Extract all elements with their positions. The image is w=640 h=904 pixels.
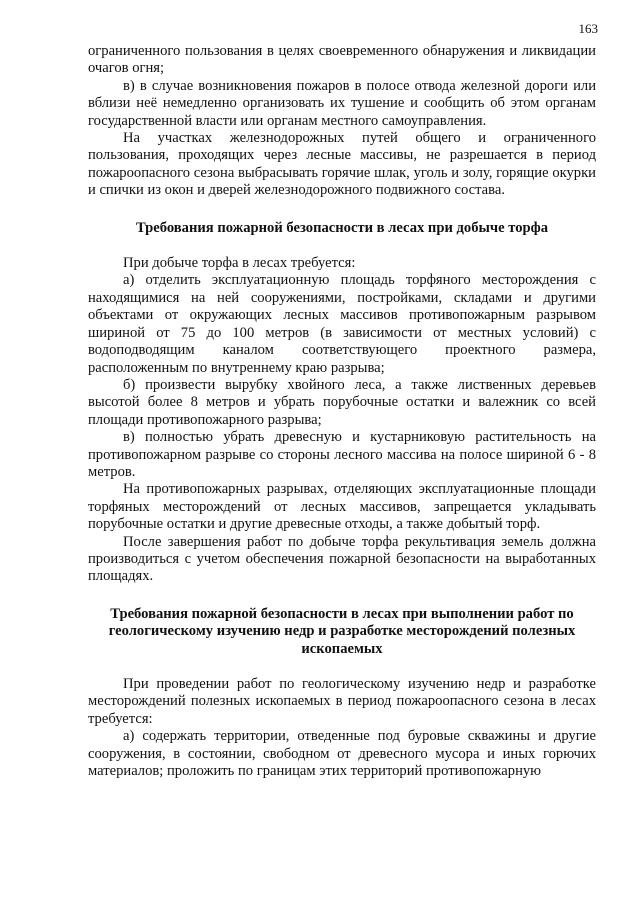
paragraph: б) произвести вырубку хвойного леса, а также лиственных деревьев высотой более 8 метров и убрать порубочные остатки и валежник со всей площади противопожарного разрыва; [88,376,596,428]
page-number: 163 [578,21,598,36]
paragraph: На участках железнодорожных путей общего и ограниченного пользования, проходящих через лесные массивы, не разрешается в период пожароопасного сезона выбрасывать горячие шлак, уголь и золу, горящие окурки и спички из окон и дверей железнодорожного подвижного состава. [88,130,596,199]
spacer [88,237,596,255]
spacer [88,658,596,676]
section-heading-peat: Требования пожарной безопасности в лесах при добыче торфа [135,219,549,236]
paragraph: После завершения работ по добыче торфа рекультивация земель должна производиться с учетом обеспечения пожарной безопасности на выработанных площадях. [88,533,596,585]
paragraph: ограниченного пользования в целях своевременного обнаружения и ликвидации очагов огня; [88,43,596,77]
spacer [88,586,596,606]
paragraph: в) в случае возникновения пожаров в полосе отвода железной дороги или вблизи неё немедленно организовать их тушение и сообщить об этом органам государственной власти или органам местного самоуправления. [88,77,596,129]
paragraph: а) содержать территории, отведенные под буровые скважины и другие сооружения, в состоянии, свободном от древесного мусора и иных горючих материалов; проложить по границам этих территорий противопожарную [88,728,596,780]
paragraph: в) полностью убрать древесную и кустарниковую растительность на противопожарном разрыве со стороны лесного массива на полосе шириной 6 - 8 метров. [88,429,596,480]
paragraph: а) отделить эксплуатационную площадь торфяного месторождения с находящимися на ней сооружениями, постройками, складами и другими объектами от окружающих лесных массивов противопожарным разрывом шириной от 75 до 100 метров (в зависимости от местных условий) с водоподводящим каналом соответствующего проектного размера, расположенным по внутреннему краю разрыва; [88,272,596,376]
page-content [88,43,596,780]
spacer [88,200,596,220]
section-heading-geology: Требования пожарной безопасности в лесах при выполнении работ по геологическому изучению недр и разработке месторождений полезных ископаемых [108,605,576,657]
paragraph: На противопожарных разрывах, отделяющих эксплуатационные площади торфяных месторождений от лесных массивов, запрещается укладывать порубочные остатки и другие древесные отходы, а также добытый торф. [88,481,596,533]
paragraph: При добыче торфа в лесах требуется: [123,255,356,272]
paragraph: При проведении работ по геологическому изучению недр и разработке месторождений полезных ископаемых в период пожароопасного сезона в лесах требуется: [88,676,596,727]
